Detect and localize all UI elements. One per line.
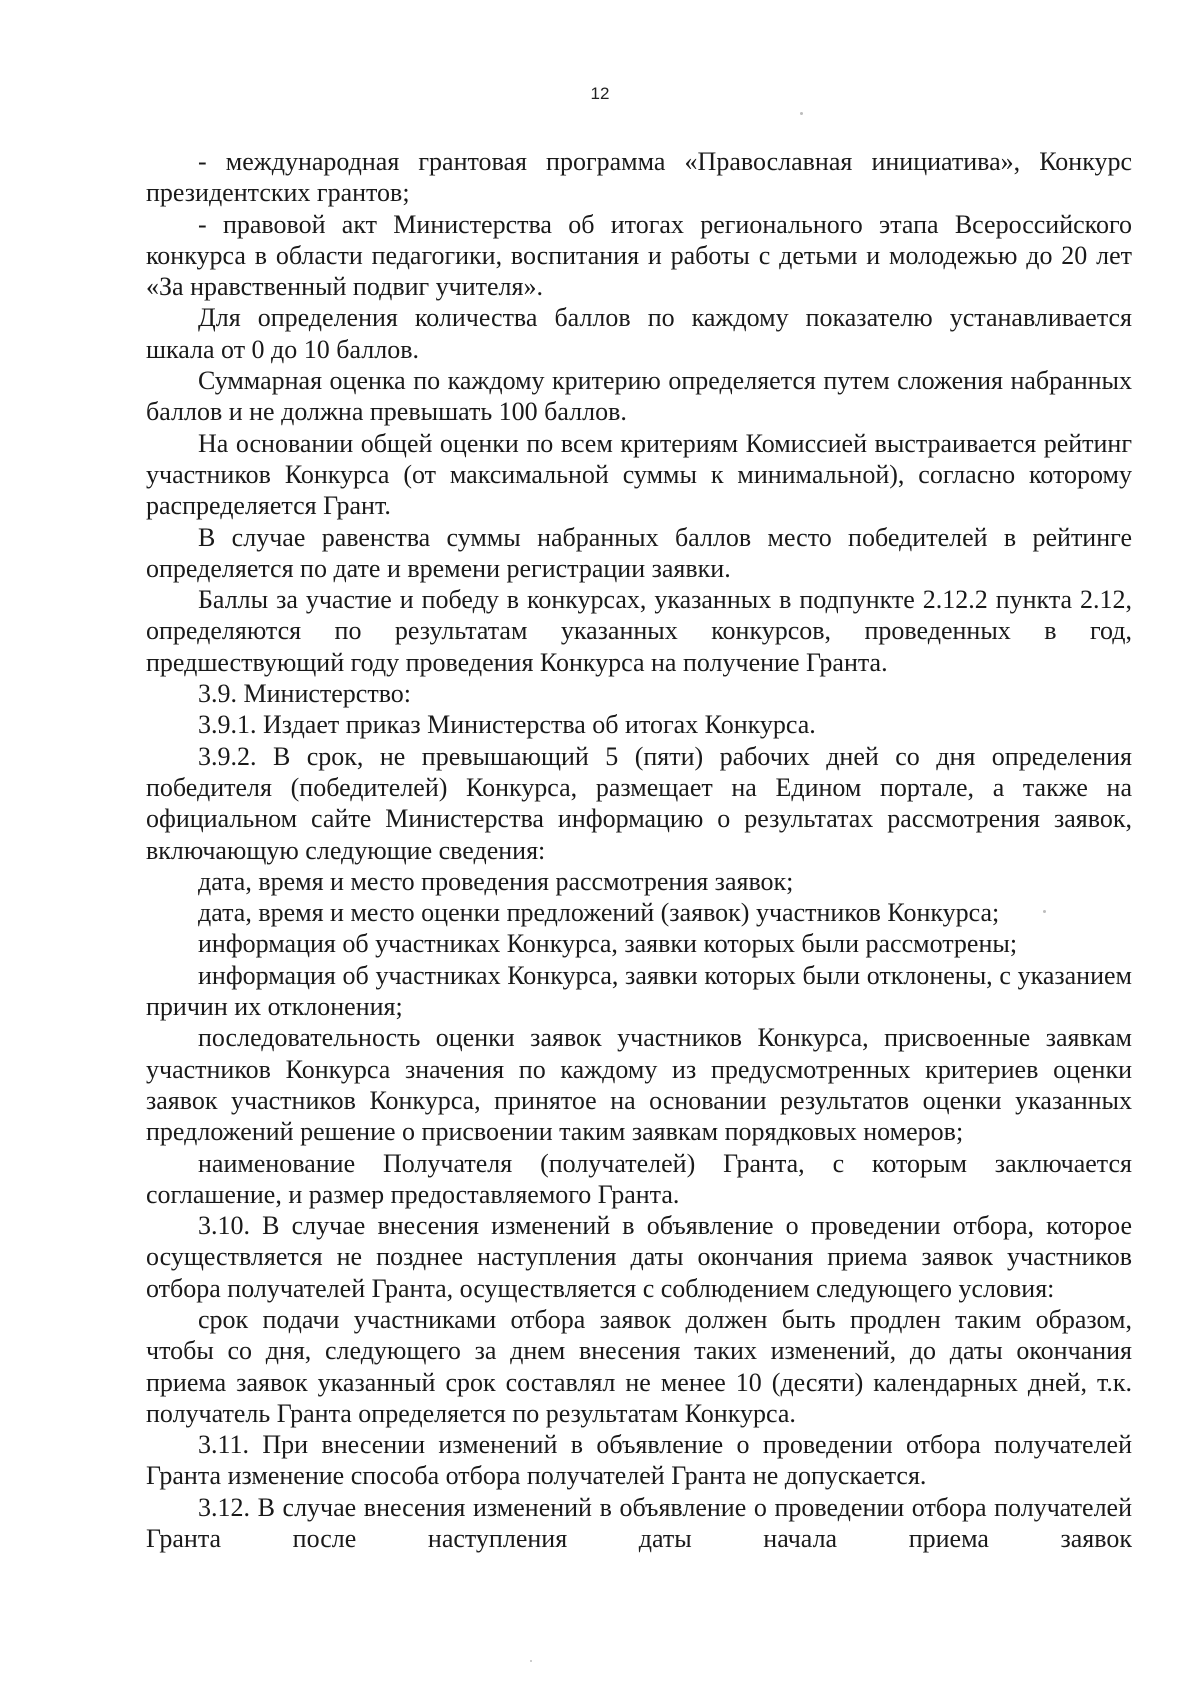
paragraph-8: 3.9. Министерство: [198, 679, 412, 709]
paragraph-17: 3.10. В случае внесения изменений в объявление о проведении отбора, которое осуществляется не позднее наступления даты окончания приема заявок участников отбора получателей Гранта, осуществляется с соблюдением следующего условия: [146, 1211, 1132, 1303]
paragraph-6: В случае равенства суммы набранных баллов место победителей в рейтинге определяется по дате и времени регистрации заявки. [146, 522, 1132, 583]
paragraph-10: 3.9.2. В срок, не превышающий 5 (пяти) рабочих дней со дня определения победителя (победителей) Конкурса, размещает на Едином портале, а также на официальном сайте Министерства информацию о результатах рассмотрения заявок, включающую следующие сведения: [146, 741, 1132, 865]
scan-speck [1043, 910, 1046, 913]
paragraph-1: - международная грантовая программа «Православная инициатива», Конкурс президентских грантов; [146, 147, 1132, 208]
paragraph-12: дата, время и место оценки предложений (заявок) участников Конкурса; [198, 898, 1000, 928]
scan-speck [530, 1660, 532, 1662]
paragraph-7: Баллы за участие и победу в конкурсах, указанных в подпункте 2.12.2 пункта 2.12, определяются по результатам указанных конкурсов, проведенных в год, предшествующий году проведения Конкурса на получение Гранта. [146, 585, 1132, 677]
paragraph-13: информация об участниках Конкурса, заявки которых были рассмотрены; [198, 929, 1018, 959]
paragraph-3: Для определения количества баллов по каждому показателю устанавливается шкала от 0 до 10 баллов. [146, 303, 1132, 364]
paragraph-19: 3.11. При внесении изменений в объявление о проведении отбора получателей Гранта изменение способа отбора получателей Гранта не допускается. [146, 1430, 1132, 1491]
paragraph-16: наименование Получателя (получателей) Гранта, с которым заключается соглашение, и размер предоставляемого Гранта. [146, 1148, 1132, 1209]
paragraph-15: последовательность оценки заявок участников Конкурса, присвоенные заявкам участников Конкурса значения по каждому из предусмотренных критериев оценки заявок участников Конкурса, принятое на основании результатов оценки указанных предложений решение о присвоении таким заявкам порядковых номеров; [146, 1023, 1132, 1147]
scan-speck [800, 112, 803, 115]
paragraph-20: 3.12. В случае внесения изменений в объявление о проведении отбора получателей Гранта после наступления даты начала приема заявок [146, 1492, 1132, 1554]
paragraph-2: - правовой акт Министерства об итогах регионального этапа Всероссийского конкурса в области педагогики, воспитания и работы с детьми и молодежью до 20 лет «За нравственный подвиг учителя». [146, 209, 1132, 302]
paragraph-11: дата, время и место проведения рассмотрения заявок; [198, 866, 794, 896]
paragraph-5: На основании общей оценки по всем критериям Комиссией выстраивается рейтинг участников Конкурса (от максимальной суммы к минимальной), согласно которому распределяется Грант. [146, 428, 1132, 521]
paragraph-18: срок подачи участниками отбора заявок должен быть продлен таким образом, чтобы со дня, следующего за днем внесения таких изменений, до даты окончания приема заявок указанный срок составлял не менее 10 (десяти) календарных дней, т.к. получатель Гранта определяется по результатам Конкурса. [146, 1304, 1132, 1428]
paragraph-9: 3.9.1. Издает приказ Министерства об итогах Конкурса. [198, 710, 816, 740]
paragraph-14: информация об участниках Конкурса, заявки которых были отклонены, с указанием причин их отклонения; [146, 960, 1132, 1022]
document-body [146, 146, 1132, 1554]
page-number: 12 [590, 84, 610, 103]
paragraph-4: Суммарная оценка по каждому критерию определяется путем сложения набранных баллов и не должна превышать 100 баллов. [146, 366, 1132, 427]
